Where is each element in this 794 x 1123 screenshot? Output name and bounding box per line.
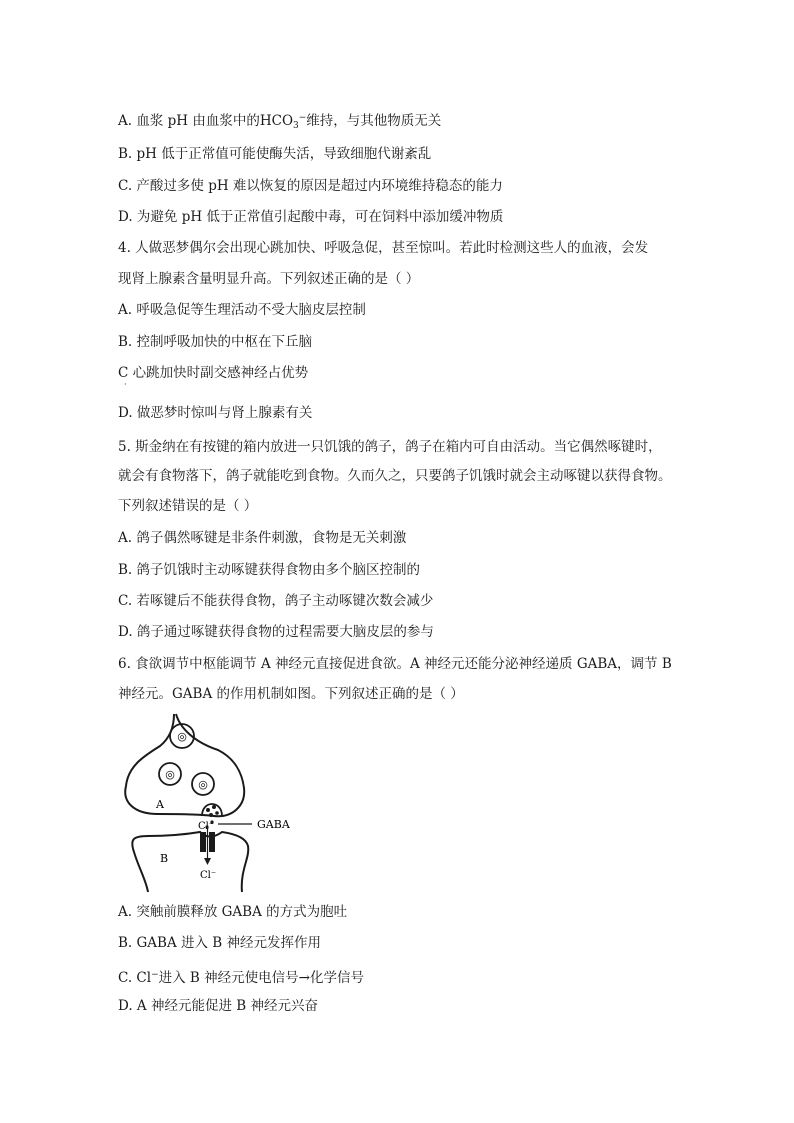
chloride-charge: − bbox=[151, 970, 159, 980]
q4-stem-line-1: 4. 人做恶梦偶尔会出现心跳加快、呼吸急促，甚至惊叫。若此时检测这些人的血液，会发 bbox=[118, 240, 649, 256]
q5-option-c: C. 若啄键后不能获得食物，鸽子主动啄键次数会减少 bbox=[118, 593, 434, 609]
q4-option-b: B. 控制呼吸加快的中枢在下丘脑 bbox=[118, 334, 313, 350]
q4-option-c: C 心跳加快时副交感神经占优势 bbox=[118, 365, 309, 381]
q5-option-a: A. 鸽子偶然啄键是非条件刺激，食物是无关刺激 bbox=[118, 530, 407, 546]
q4-stem-line-2: 现肾上腺素含量明显升高。下列叙述正确的是（ ） bbox=[118, 271, 420, 287]
postsynaptic-neuron-outline bbox=[132, 832, 248, 892]
q3-option-c: C. 产酸过多使 pH 难以恢复的原因是超过内环境维持稳态的能力 bbox=[118, 178, 503, 194]
q5-option-d: D. 鸽子通过啄键获得食物的过程需要大脑皮层的参与 bbox=[118, 624, 434, 640]
neuron-b-label: B bbox=[160, 852, 169, 865]
gaba-label: GABA bbox=[257, 818, 290, 831]
scan-dot-mark: · bbox=[124, 380, 127, 389]
q6-option-c-tail: 进入 B 神经元使电信号→化学信号 bbox=[158, 970, 364, 986]
chloride-label-bottom: Cl⁻ bbox=[200, 870, 217, 881]
vesicle-3-content: ◎ bbox=[198, 778, 208, 791]
gaba-synapse-diagram bbox=[118, 712, 318, 897]
q6-option-c-text: C. Cl bbox=[118, 970, 152, 986]
vesicle-2-content: ◎ bbox=[165, 768, 175, 781]
q6-option-a: A. 突触前膜释放 GABA 的方式为胞吐 bbox=[118, 904, 348, 920]
q5-option-b: B. 鸽子饥饿时主动啄键获得食物由多个脑区控制的 bbox=[118, 562, 421, 578]
bicarbonate-formula: $HCO_3^-$ bbox=[259, 113, 307, 131]
q6-option-c bbox=[118, 965, 688, 988]
q5-stem-line-1: 5. 斯金纳在有按键的箱内放进一只饥饿的鸽子，鸽子在箱内可自由活动。当它偶然啄键时， bbox=[118, 439, 662, 455]
q4-option-a: A. 呼吸急促等生理活动不受大脑皮层控制 bbox=[118, 302, 366, 318]
q6-option-b: B. GABA 进入 B 神经元发挥作用 bbox=[118, 935, 322, 951]
q6-stem-line-1: 6. 食欲调节中枢能调节 A 神经元直接促进食欲。A 神经元还能分泌神经递质 GABA，调节 B bbox=[118, 656, 672, 672]
q5-stem-line-2: 就会有食物落下，鸽子就能吃到食物。久而久之，只要鸽子饥饿时就会主动啄键以获得食物。 bbox=[118, 468, 672, 484]
arrow-head bbox=[204, 858, 211, 865]
q3-option-b: B. pH 低于正常值可能使酶失活，导致细胞代谢紊乱 bbox=[118, 146, 432, 162]
q4-option-d: D. 做恶梦时惊叫与肾上腺素有关 bbox=[118, 405, 313, 421]
neuron-a-label: A bbox=[156, 798, 164, 811]
vesicle-1-content: ◎ bbox=[177, 730, 187, 743]
q6-option-d: D. A 神经元能促进 B 神经元兴奋 bbox=[118, 998, 318, 1014]
q6-stem-line-2: 神经元。GABA 的作用机制如图。下列叙述正确的是（ ） bbox=[118, 686, 464, 702]
q3-option-a-tail: 维持，与其他物质无关 bbox=[306, 113, 442, 129]
chloride-label-top: Cl⁻ bbox=[198, 821, 215, 832]
q3-option-d: D. 为避免 pH 低于正常值引起酸中毒，可在饲料中添加缓冲物质 bbox=[118, 209, 504, 225]
q3-option-a-text: A. 血浆 pH 由血浆中的 bbox=[118, 113, 260, 129]
q5-stem-line-3: 下列叙述错误的是（ ） bbox=[118, 498, 258, 514]
q3-option-a bbox=[118, 108, 688, 136]
chloride-channel-left bbox=[200, 832, 206, 852]
chloride-channel-right bbox=[209, 832, 215, 852]
